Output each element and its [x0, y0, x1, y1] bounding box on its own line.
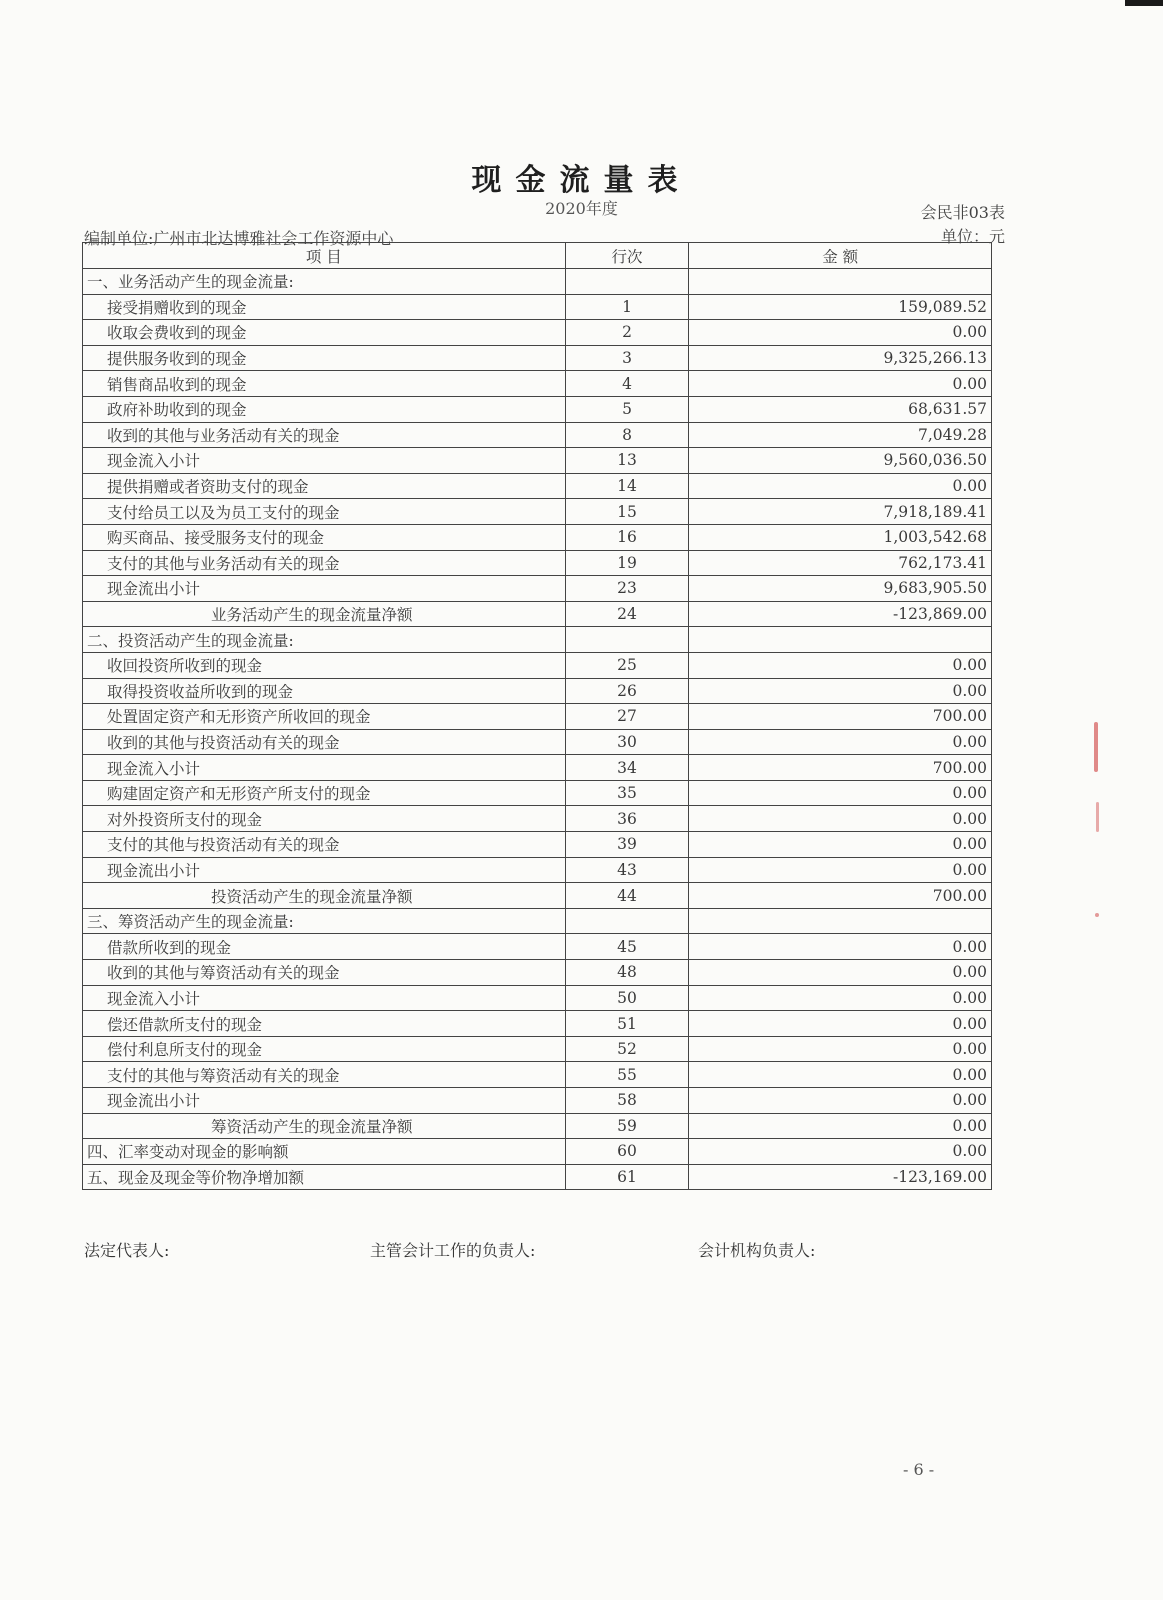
report-year: 2020年度 [545, 199, 618, 218]
table-body [83, 269, 992, 1190]
row-line-number: 45 [565, 934, 689, 960]
row-amount: 0.00 [689, 1011, 992, 1037]
row-amount: 700.00 [689, 883, 992, 909]
accounting-head-label: 主管会计工作的负责人: [370, 1241, 536, 1260]
row-item-label: 收到的其他与业务活动有关的现金 [83, 422, 566, 448]
row-amount: 762,173.41 [689, 550, 992, 576]
table-row [83, 883, 992, 909]
table-row [83, 320, 992, 346]
table-row [83, 294, 992, 320]
row-line-number: 60 [565, 1139, 689, 1165]
row-line-number: 14 [565, 473, 689, 499]
table-row [83, 1164, 992, 1190]
row-line-number: 43 [565, 857, 689, 883]
row-line-number: 15 [565, 499, 689, 525]
row-amount: 0.00 [689, 857, 992, 883]
table-row [83, 908, 992, 934]
row-item-label: 现金流入小计 [83, 755, 566, 781]
row-line-number: 35 [565, 780, 689, 806]
row-item-label: 收回投资所收到的现金 [83, 652, 566, 678]
row-item-label: 偿付利息所支付的现金 [83, 1036, 566, 1062]
table-row [83, 524, 992, 550]
row-item-label: 现金流入小计 [83, 985, 566, 1011]
row-amount: 700.00 [689, 755, 992, 781]
row-line-number: 39 [565, 832, 689, 858]
row-amount: 1,003,542.68 [689, 524, 992, 550]
row-amount: 9,560,036.50 [689, 448, 992, 474]
row-amount: 0.00 [689, 652, 992, 678]
row-amount: 0.00 [689, 806, 992, 832]
table-row [83, 857, 992, 883]
row-item-label: 一、业务活动产生的现金流量: [83, 269, 566, 295]
row-amount: 0.00 [689, 1139, 992, 1165]
row-line-number: 61 [565, 1164, 689, 1190]
row-line-number: 34 [565, 755, 689, 781]
scan-corner-mark [1125, 0, 1163, 6]
row-line-number: 2 [565, 320, 689, 346]
row-amount: 0.00 [689, 678, 992, 704]
row-line-number [565, 269, 689, 295]
form-code: 会民非03表 [920, 203, 1005, 222]
row-line-number: 52 [565, 1036, 689, 1062]
row-item-label: 筹资活动产生的现金流量净额 [83, 1113, 566, 1139]
table-row [83, 704, 992, 730]
row-item-label: 收取会费收到的现金 [83, 320, 566, 346]
table-row [83, 422, 992, 448]
row-line-number: 36 [565, 806, 689, 832]
row-item-label: 政府补助收到的现金 [83, 396, 566, 422]
row-item-label: 购建固定资产和无形资产所支付的现金 [83, 780, 566, 806]
table-row [83, 1139, 992, 1165]
red-stamp-fragment [1094, 722, 1098, 772]
row-item-label: 支付的其他与筹资活动有关的现金 [83, 1062, 566, 1088]
row-amount: 159,089.52 [689, 294, 992, 320]
row-item-label: 取得投资收益所收到的现金 [83, 678, 566, 704]
table-row [83, 473, 992, 499]
row-item-label: 现金流出小计 [83, 857, 566, 883]
row-line-number: 24 [565, 601, 689, 627]
row-line-number: 4 [565, 371, 689, 397]
row-line-number: 30 [565, 729, 689, 755]
row-amount [689, 908, 992, 934]
table-row [83, 652, 992, 678]
row-item-label: 五、现金及现金等价物净增加额 [83, 1164, 566, 1190]
row-line-number: 23 [565, 576, 689, 602]
row-line-number: 26 [565, 678, 689, 704]
row-item-label: 三、筹资活动产生的现金流量: [83, 908, 566, 934]
table-row [83, 1011, 992, 1037]
row-line-number [565, 908, 689, 934]
row-line-number: 13 [565, 448, 689, 474]
row-line-number: 19 [565, 550, 689, 576]
table-row [83, 985, 992, 1011]
row-line-number: 5 [565, 396, 689, 422]
row-line-number: 48 [565, 960, 689, 986]
row-amount: 0.00 [689, 371, 992, 397]
row-item-label: 接受捐赠收到的现金 [83, 294, 566, 320]
table-row [83, 345, 992, 371]
table-row [83, 1036, 992, 1062]
row-amount [689, 269, 992, 295]
table-row [83, 371, 992, 397]
row-amount: 68,631.57 [689, 396, 992, 422]
table-row [83, 627, 992, 653]
row-amount: 0.00 [689, 985, 992, 1011]
row-line-number: 8 [565, 422, 689, 448]
row-item-label: 偿还借款所支付的现金 [83, 1011, 566, 1037]
table-row [83, 678, 992, 704]
accounting-agency-head-label: 会计机构负责人: [698, 1241, 816, 1260]
row-amount: 700.00 [689, 704, 992, 730]
row-amount: 0.00 [689, 832, 992, 858]
row-amount: 0.00 [689, 473, 992, 499]
row-item-label: 支付给员工以及为员工支付的现金 [83, 499, 566, 525]
table-row [83, 576, 992, 602]
row-item-label: 收到的其他与筹资活动有关的现金 [83, 960, 566, 986]
preparing-organization: 编制单位:广州市北达博雅社会工作资源中心 [84, 229, 394, 248]
row-item-label: 对外投资所支付的现金 [83, 806, 566, 832]
row-amount: -123,869.00 [689, 601, 992, 627]
row-item-label: 现金流入小计 [83, 448, 566, 474]
row-item-label: 购买商品、接受服务支付的现金 [83, 524, 566, 550]
row-line-number: 16 [565, 524, 689, 550]
row-item-label: 现金流出小计 [83, 576, 566, 602]
row-line-number: 51 [565, 1011, 689, 1037]
table-row [83, 448, 992, 474]
table-row [83, 934, 992, 960]
row-amount: 0.00 [689, 934, 992, 960]
cash-flow-table [82, 242, 992, 1190]
table-row [83, 960, 992, 986]
table-row [83, 755, 992, 781]
table-row [83, 601, 992, 627]
row-line-number: 44 [565, 883, 689, 909]
row-amount: -123,169.00 [689, 1164, 992, 1190]
table-row [83, 780, 992, 806]
row-item-label: 处置固定资产和无形资产所收回的现金 [83, 704, 566, 730]
legal-representative-label: 法定代表人: [84, 1241, 170, 1260]
table-row [83, 832, 992, 858]
row-amount: 0.00 [689, 320, 992, 346]
row-item-label: 业务活动产生的现金流量净额 [83, 601, 566, 627]
table-row [83, 729, 992, 755]
row-line-number: 50 [565, 985, 689, 1011]
row-item-label: 销售商品收到的现金 [83, 371, 566, 397]
column-header-item: 项 目 [83, 243, 566, 269]
red-stamp-fragment [1096, 802, 1099, 832]
row-item-label: 收到的其他与投资活动有关的现金 [83, 729, 566, 755]
row-line-number: 27 [565, 704, 689, 730]
row-item-label: 提供服务收到的现金 [83, 345, 566, 371]
table-row [83, 269, 992, 295]
red-stamp-fragment [1095, 913, 1099, 917]
table-row [83, 499, 992, 525]
row-amount [689, 627, 992, 653]
row-line-number: 55 [565, 1062, 689, 1088]
row-amount: 9,325,266.13 [689, 345, 992, 371]
row-amount: 0.00 [689, 1088, 992, 1114]
currency-unit: 单位：元 [940, 227, 1005, 246]
row-amount: 0.00 [689, 1113, 992, 1139]
row-line-number: 58 [565, 1088, 689, 1114]
page-number: - 6 - [903, 1460, 935, 1479]
row-item-label: 提供捐赠或者资助支付的现金 [83, 473, 566, 499]
row-amount: 7,918,189.41 [689, 499, 992, 525]
row-line-number: 1 [565, 294, 689, 320]
row-item-label: 二、投资活动产生的现金流量: [83, 627, 566, 653]
row-amount: 0.00 [689, 780, 992, 806]
row-item-label: 借款所收到的现金 [83, 934, 566, 960]
row-amount: 0.00 [689, 1062, 992, 1088]
column-header-line: 行次 [565, 243, 689, 269]
row-item-label: 四、汇率变动对现金的影响额 [83, 1139, 566, 1165]
table-row [83, 396, 992, 422]
table-row [83, 1088, 992, 1114]
row-line-number: 25 [565, 652, 689, 678]
row-item-label: 支付的其他与投资活动有关的现金 [83, 832, 566, 858]
page-title: 现金流量表 [471, 163, 692, 198]
row-amount: 0.00 [689, 960, 992, 986]
row-amount: 9,683,905.50 [689, 576, 992, 602]
row-amount: 0.00 [689, 1036, 992, 1062]
row-item-label: 投资活动产生的现金流量净额 [83, 883, 566, 909]
row-item-label: 现金流出小计 [83, 1088, 566, 1114]
table-row [83, 1113, 992, 1139]
table-row [83, 1062, 992, 1088]
row-line-number [565, 627, 689, 653]
row-amount: 7,049.28 [689, 422, 992, 448]
row-line-number: 59 [565, 1113, 689, 1139]
table-row [83, 806, 992, 832]
table-header-row [83, 243, 992, 269]
row-item-label: 支付的其他与业务活动有关的现金 [83, 550, 566, 576]
row-line-number: 3 [565, 345, 689, 371]
table-row [83, 550, 992, 576]
column-header-amount: 金 额 [689, 243, 992, 269]
row-amount: 0.00 [689, 729, 992, 755]
